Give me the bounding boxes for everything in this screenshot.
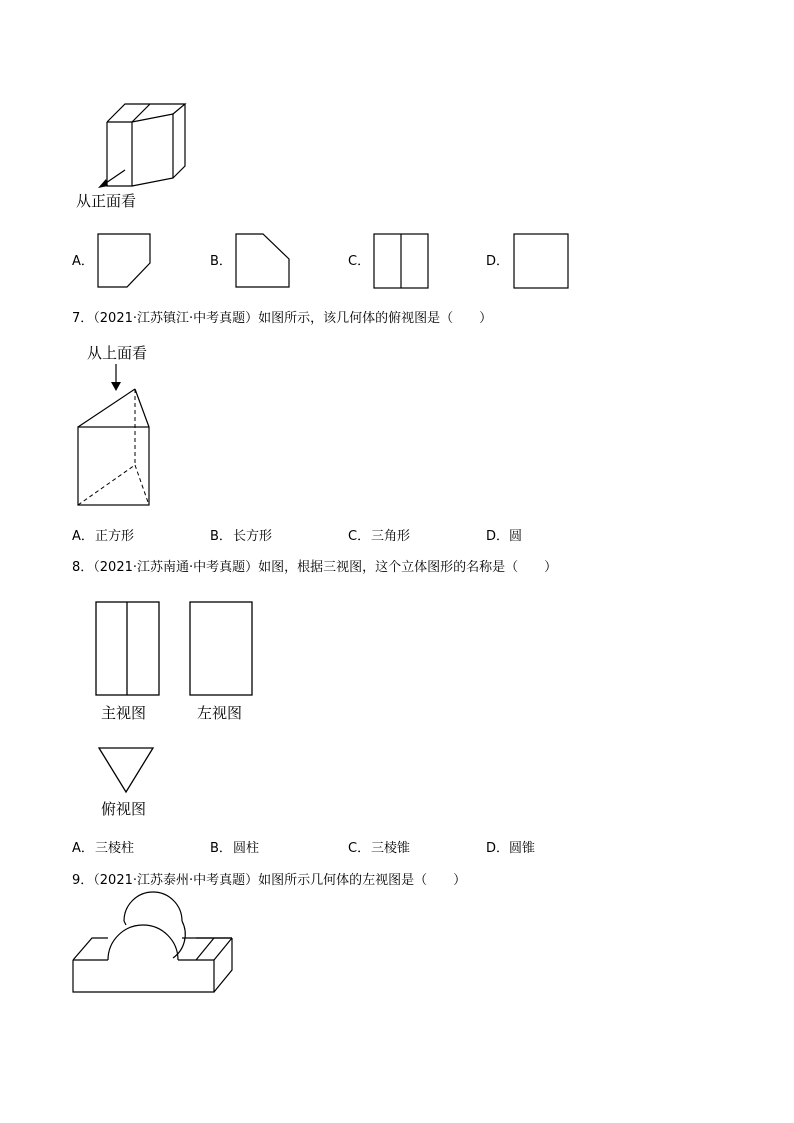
q7-option-b-letter[interactable]: B．: [210, 529, 232, 544]
q6-option-a-letter[interactable]: A．: [72, 254, 94, 269]
q8-option-b-text: 圆柱: [233, 841, 260, 856]
q7-option-a-text: 正方形: [95, 529, 135, 544]
q7-prism-figure: [75, 385, 155, 509]
q7-option-c-letter[interactable]: C．: [348, 529, 371, 544]
q8-option-d-text: 圆锥: [509, 841, 536, 856]
q7-option-d-text: 圆: [509, 529, 523, 544]
q6-direction-label: 从正面看: [76, 192, 137, 210]
q8-option-a-text: 三棱柱: [95, 841, 135, 856]
q8-stem: 8．（2021·江苏南通·中考真题）如图，根据三视图，这个立体图形的名称是（ ）: [72, 560, 558, 575]
q8-left-view-figure: [189, 601, 255, 697]
q7-option-c-text: 三角形: [371, 529, 411, 544]
q7-option-d-letter[interactable]: D．: [486, 529, 510, 544]
q8-front-view-figure: [95, 601, 161, 697]
q8-option-a-letter[interactable]: A．: [72, 841, 94, 856]
q7-stem: 7．（2021·江苏镇江·中考真题）如图所示，该几何体的俯视图是（ ）: [72, 311, 493, 326]
q6-option-b-letter[interactable]: B．: [210, 254, 232, 269]
q6-option-a-shape: [97, 233, 153, 289]
q7-direction-label: 从上面看: [87, 344, 148, 362]
q6-option-b-shape: [235, 233, 291, 289]
q8-top-view-label: 俯视图: [101, 800, 147, 818]
q8-left-view-label: 左视图: [197, 704, 243, 722]
q8-option-b-letter[interactable]: B．: [210, 841, 232, 856]
q8-option-c-text: 三棱锥: [371, 841, 411, 856]
q8-option-d-letter[interactable]: D．: [486, 841, 510, 856]
q7-option-b-text: 长方形: [233, 529, 273, 544]
q7-option-a-letter[interactable]: A．: [72, 529, 94, 544]
q6-option-d-letter[interactable]: D．: [486, 254, 510, 269]
q6-solid-figure: [95, 100, 195, 192]
q6-option-d-shape: [513, 233, 569, 289]
q8-option-c-letter[interactable]: C．: [348, 841, 371, 856]
q9-stem: 9．（2021·江苏泰州·中考真题）如图所示几何体的左视图是（ ）: [72, 873, 467, 888]
q8-front-view-label: 主视图: [101, 704, 147, 722]
q6-option-c-letter[interactable]: C．: [348, 254, 371, 269]
q8-top-view-figure: [98, 747, 156, 795]
q9-solid-figure: [70, 898, 236, 996]
q6-option-c-shape: [373, 233, 429, 289]
